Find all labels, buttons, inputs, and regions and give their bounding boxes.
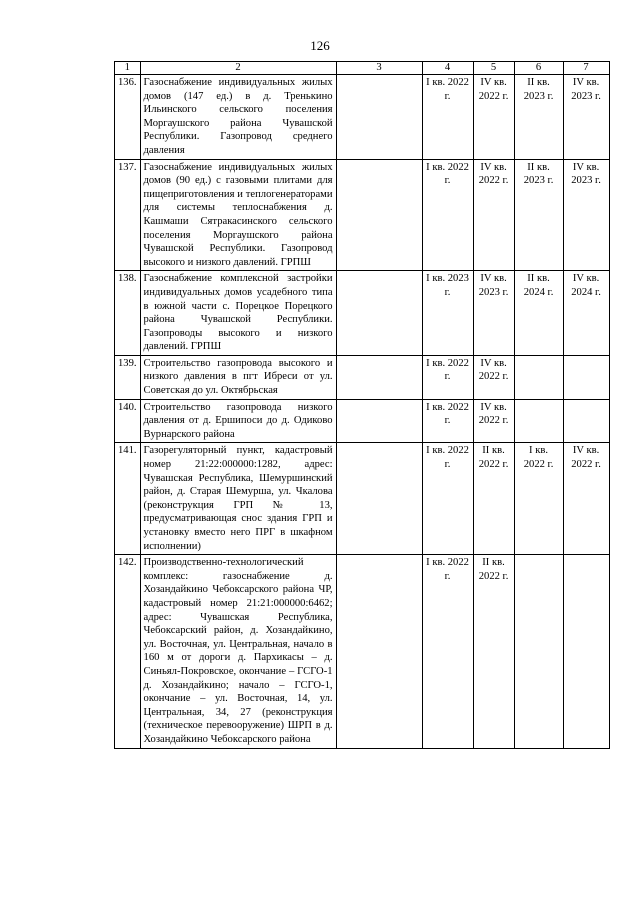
column-5-cell: IV кв. 2022 г.: [473, 75, 514, 160]
column-header: 5: [473, 62, 514, 75]
column-3-cell: [336, 555, 422, 748]
object-name: Строительство газопровода низкого давления от д. Ершипоси до д. Одиково Вурнарского района: [140, 399, 336, 443]
table-row: [115, 271, 610, 356]
column-5-cell: IV кв. 2022 г.: [473, 355, 514, 399]
column-6-cell: [514, 355, 563, 399]
column-number-row: [115, 62, 610, 75]
column-3-cell: [336, 271, 422, 356]
column-3-cell: [336, 355, 422, 399]
object-name: Газоснабжение комплексной застройки индивидуальных домов усадебного типа в южной части с. Порецкое Порецкого района Чувашской Республики. Газопроводы высокого и низкого давлений. ГРПШ: [140, 271, 336, 356]
column-header: 1: [115, 62, 141, 75]
column-header: 4: [422, 62, 473, 75]
column-6-cell: [514, 555, 563, 748]
column-5-cell: II кв. 2022 г.: [473, 555, 514, 748]
column-3-cell: [336, 443, 422, 555]
column-7-cell: [563, 555, 609, 748]
column-7-cell: IV кв. 2022 г.: [563, 443, 609, 555]
object-name: Строительство газопровода высокого и низкого давления в пгт Ибреси от ул. Советская до ул. Октябрьская: [140, 355, 336, 399]
object-name: Газоснабжение индивидуальных жилых домов (90 ед.) с газовыми плитами для пищеприготовления и теплогенераторами для системы теплоснабжения д. Кашмаши Сятракасинского сельского поселения Моргаушского района Чувашской Республики. Газопровод высокого и низкого давлений. ГРПШ: [140, 159, 336, 271]
column-5-cell: IV кв. 2022 г.: [473, 399, 514, 443]
column-7-cell: [563, 399, 609, 443]
table-row: [115, 443, 610, 555]
column-6-cell: II кв. 2023 г.: [514, 75, 563, 160]
row-number: 140.: [115, 399, 141, 443]
column-header: 7: [563, 62, 609, 75]
column-4-cell: I кв. 2022 г.: [422, 555, 473, 748]
table-row: [115, 159, 610, 271]
column-7-cell: IV кв. 2023 г.: [563, 75, 609, 160]
object-name: Производственно-технологический комплекс: газоснабжение д. Хозандайкино Чебоксарского района ЧР, кадастровый номер 21:21:000000:6462; адрес: Чувашская Республика, Чебоксарский район, д. Хозандайкино, ул. Восточная, ул. Центральная, начало в 160 м от дороги д. Пархикасы – д. Синьял-Покровское, окончание – ГСГО-1 д. Хозандайкино; начало – ГСГО-1, окончание – ул. Восточная, 14, ул. Центральная, 34, 27 (реконструкция (техническое перевооружение) ШРП в д. Хозандайкино Чебоксарского района: [140, 555, 336, 748]
row-number: 139.: [115, 355, 141, 399]
table-row: [115, 75, 610, 160]
column-6-cell: II кв. 2024 г.: [514, 271, 563, 356]
column-3-cell: [336, 399, 422, 443]
column-3-cell: [336, 75, 422, 160]
column-3-cell: [336, 159, 422, 271]
row-number: 136.: [115, 75, 141, 160]
construction-schedule-table: [114, 61, 610, 749]
table-row: [115, 555, 610, 748]
column-5-cell: IV кв. 2022 г.: [473, 159, 514, 271]
page-number: 126: [310, 38, 330, 53]
column-4-cell: I кв. 2022 г.: [422, 75, 473, 160]
table-row: [115, 355, 610, 399]
column-4-cell: I кв. 2023 г.: [422, 271, 473, 356]
table-row: [115, 399, 610, 443]
column-6-cell: [514, 399, 563, 443]
table-body: [115, 62, 610, 749]
row-number: 142.: [115, 555, 141, 748]
column-7-cell: [563, 355, 609, 399]
object-name: Газорегуляторный пункт, кадастровый номер 21:22:000000:1282, адрес: Чувашская Республика, Шемуршинский район, д. Старая Шемурша, ул. Чкалова (реконструкция ГРП № 13, предусматривающая снос здания ГРП и установку вместо него ПРГ в шкафном исполнении): [140, 443, 336, 555]
column-6-cell: I кв. 2022 г.: [514, 443, 563, 555]
row-number: 137.: [115, 159, 141, 271]
row-number: 141.: [115, 443, 141, 555]
column-4-cell: I кв. 2022 г.: [422, 159, 473, 271]
column-6-cell: II кв. 2023 г.: [514, 159, 563, 271]
column-5-cell: IV кв. 2023 г.: [473, 271, 514, 356]
column-5-cell: II кв. 2022 г.: [473, 443, 514, 555]
column-4-cell: I кв. 2022 г.: [422, 443, 473, 555]
column-header: 3: [336, 62, 422, 75]
column-header: 6: [514, 62, 563, 75]
column-header: 2: [140, 62, 336, 75]
column-7-cell: IV кв. 2023 г.: [563, 159, 609, 271]
column-4-cell: I кв. 2022 г.: [422, 399, 473, 443]
column-7-cell: IV кв. 2024 г.: [563, 271, 609, 356]
column-4-cell: I кв. 2022 г.: [422, 355, 473, 399]
object-name: Газоснабжение индивидуальных жилых домов (147 ед.) в д. Тренькино Ильинского сельского поселения Моргаушского района Чувашской Республики. Газопровод среднего давления: [140, 75, 336, 160]
row-number: 138.: [115, 271, 141, 356]
